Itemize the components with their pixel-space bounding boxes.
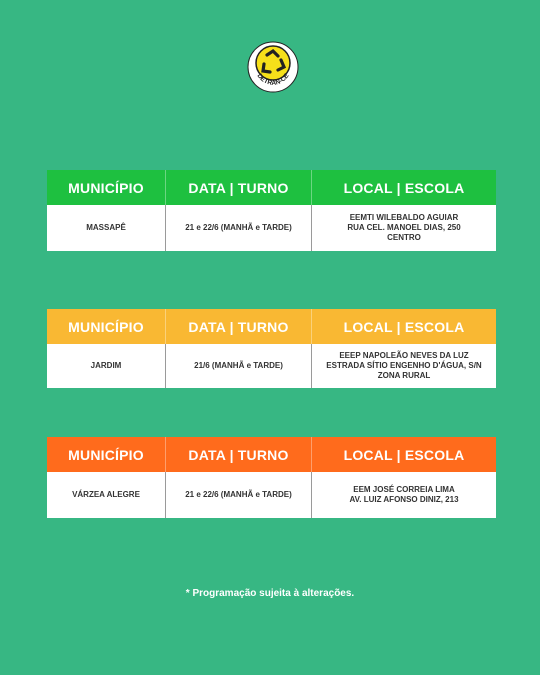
local-line: CENTRO xyxy=(387,233,421,242)
header-data-turno: DATA | TURNO xyxy=(165,170,311,205)
local-line: AV. LUIZ AFONSO DINIZ, 213 xyxy=(349,495,459,504)
header-local-escola: LOCAL | ESCOLA xyxy=(311,170,496,205)
table-row xyxy=(47,472,496,518)
cell-data-turno: 21 e 22/6 (MANHÃ e TARDE) xyxy=(165,472,311,518)
schedule-table-2 xyxy=(47,309,496,388)
table-header xyxy=(47,309,496,344)
cell-municipio: MASSAPÊ xyxy=(86,223,126,232)
table-header xyxy=(47,437,496,472)
recycle-triangle-icon xyxy=(247,41,299,93)
header-local-escola: LOCAL | ESCOLA xyxy=(311,437,496,472)
table-row xyxy=(47,205,496,251)
schedule-table-1 xyxy=(47,170,496,251)
header-local-escola: LOCAL | ESCOLA xyxy=(311,309,496,344)
local-line: RUA CEL. MANOEL DIAS, 250 xyxy=(347,223,461,232)
cell-municipio: VÁRZEA ALEGRE xyxy=(72,490,140,499)
footnote: * Programação sujeita à alterações. xyxy=(185,588,355,599)
cell-local-escola xyxy=(311,205,496,251)
header-municipio: MUNICÍPIO xyxy=(68,318,144,335)
header-data-turno: DATA | TURNO xyxy=(165,309,311,344)
header-data-turno: DATA | TURNO xyxy=(165,437,311,472)
schedule-table-3 xyxy=(47,437,496,518)
svg-text:DETRAN-CE: DETRAN-CE xyxy=(255,72,291,87)
table-row xyxy=(47,344,496,388)
header-municipio: MUNICÍPIO xyxy=(68,446,144,463)
header-municipio: MUNICÍPIO xyxy=(68,179,144,196)
cell-data-turno: 21 e 22/6 (MANHÃ e TARDE) xyxy=(165,205,311,251)
cell-data-turno: 21/6 (MANHÃ e TARDE) xyxy=(165,344,311,388)
table-header xyxy=(47,170,496,205)
local-line: EEMTI WILEBALDO AGUIAR xyxy=(349,213,459,222)
cell-municipio: JARDIM xyxy=(90,361,122,370)
local-line: EEM JOSÉ CORREIA LIMA xyxy=(353,485,455,494)
local-line: ESTRADA SÍTIO ENGENHO D'ÁGUA, S/N xyxy=(326,361,482,370)
local-line: ZONA RURAL xyxy=(377,371,431,380)
cell-local-escola xyxy=(311,472,496,518)
detran-ce-logo xyxy=(247,41,299,93)
local-line: EEEP NAPOLEÃO NEVES DA LUZ xyxy=(339,351,469,360)
cell-local-escola xyxy=(311,344,496,388)
